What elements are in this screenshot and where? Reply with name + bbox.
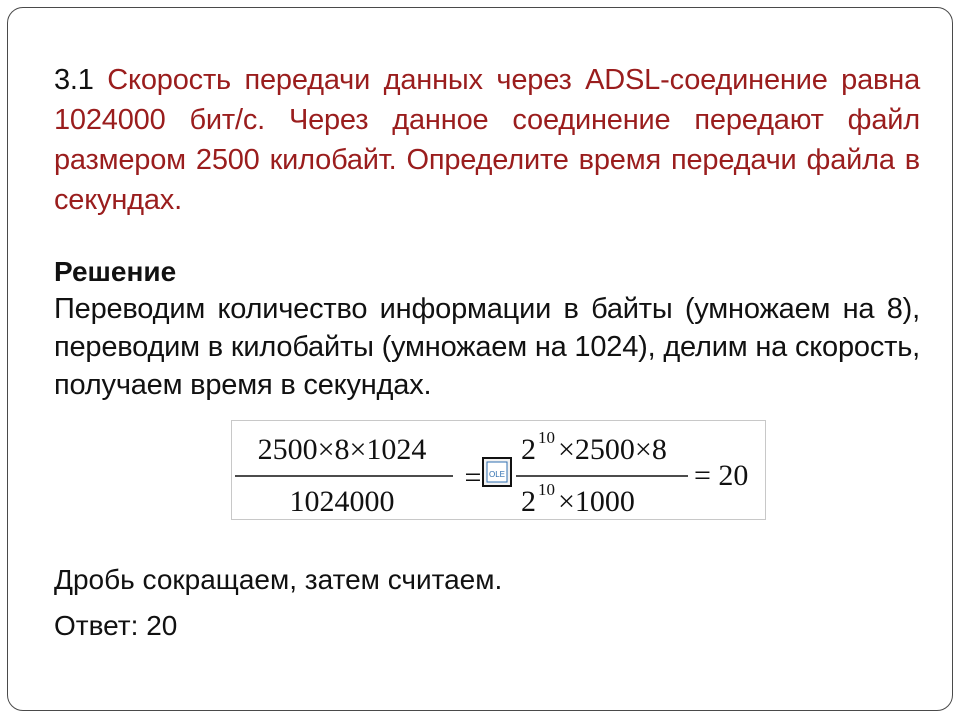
first-fraction-denominator: 1024000	[289, 485, 395, 518]
second-numerator-exponent: 10	[538, 428, 555, 447]
second-numerator-rest: ×2500×8	[558, 433, 667, 466]
second-numerator-base: 2	[521, 433, 536, 466]
first-fraction-numerator: 2500×8×1024	[257, 433, 427, 466]
problem-number: 3.1	[54, 64, 94, 96]
formula-graphic	[232, 421, 765, 519]
equals-sign: =	[464, 461, 482, 494]
second-denominator-base: 2	[521, 485, 536, 518]
answer-line: Ответ: 20	[54, 610, 178, 641]
second-denominator-rest: ×1000	[558, 485, 635, 518]
formula-box	[231, 420, 766, 520]
solution-heading: Решение	[54, 256, 177, 287]
problem-text: Скорость передачи данных через ADSL-соединение равна 1024000 бит/с. Через данное соединение передают файл размером 2500 килобайт. Определите время передачи файла в секундах.	[54, 64, 920, 216]
solution-explanation: Переводим количество информации в байты (умножаем на 8), переводим в килобайты (умножаем на 1024), делим на скорость, получаем время в секундах.	[54, 293, 920, 401]
second-denominator-exponent: 10	[538, 480, 555, 499]
formula-result: = 20	[694, 459, 749, 492]
ole-object-label: OLE	[488, 470, 506, 479]
solution-note: Дробь сокращаем, затем считаем.	[54, 564, 503, 595]
problem-statement	[54, 60, 920, 220]
